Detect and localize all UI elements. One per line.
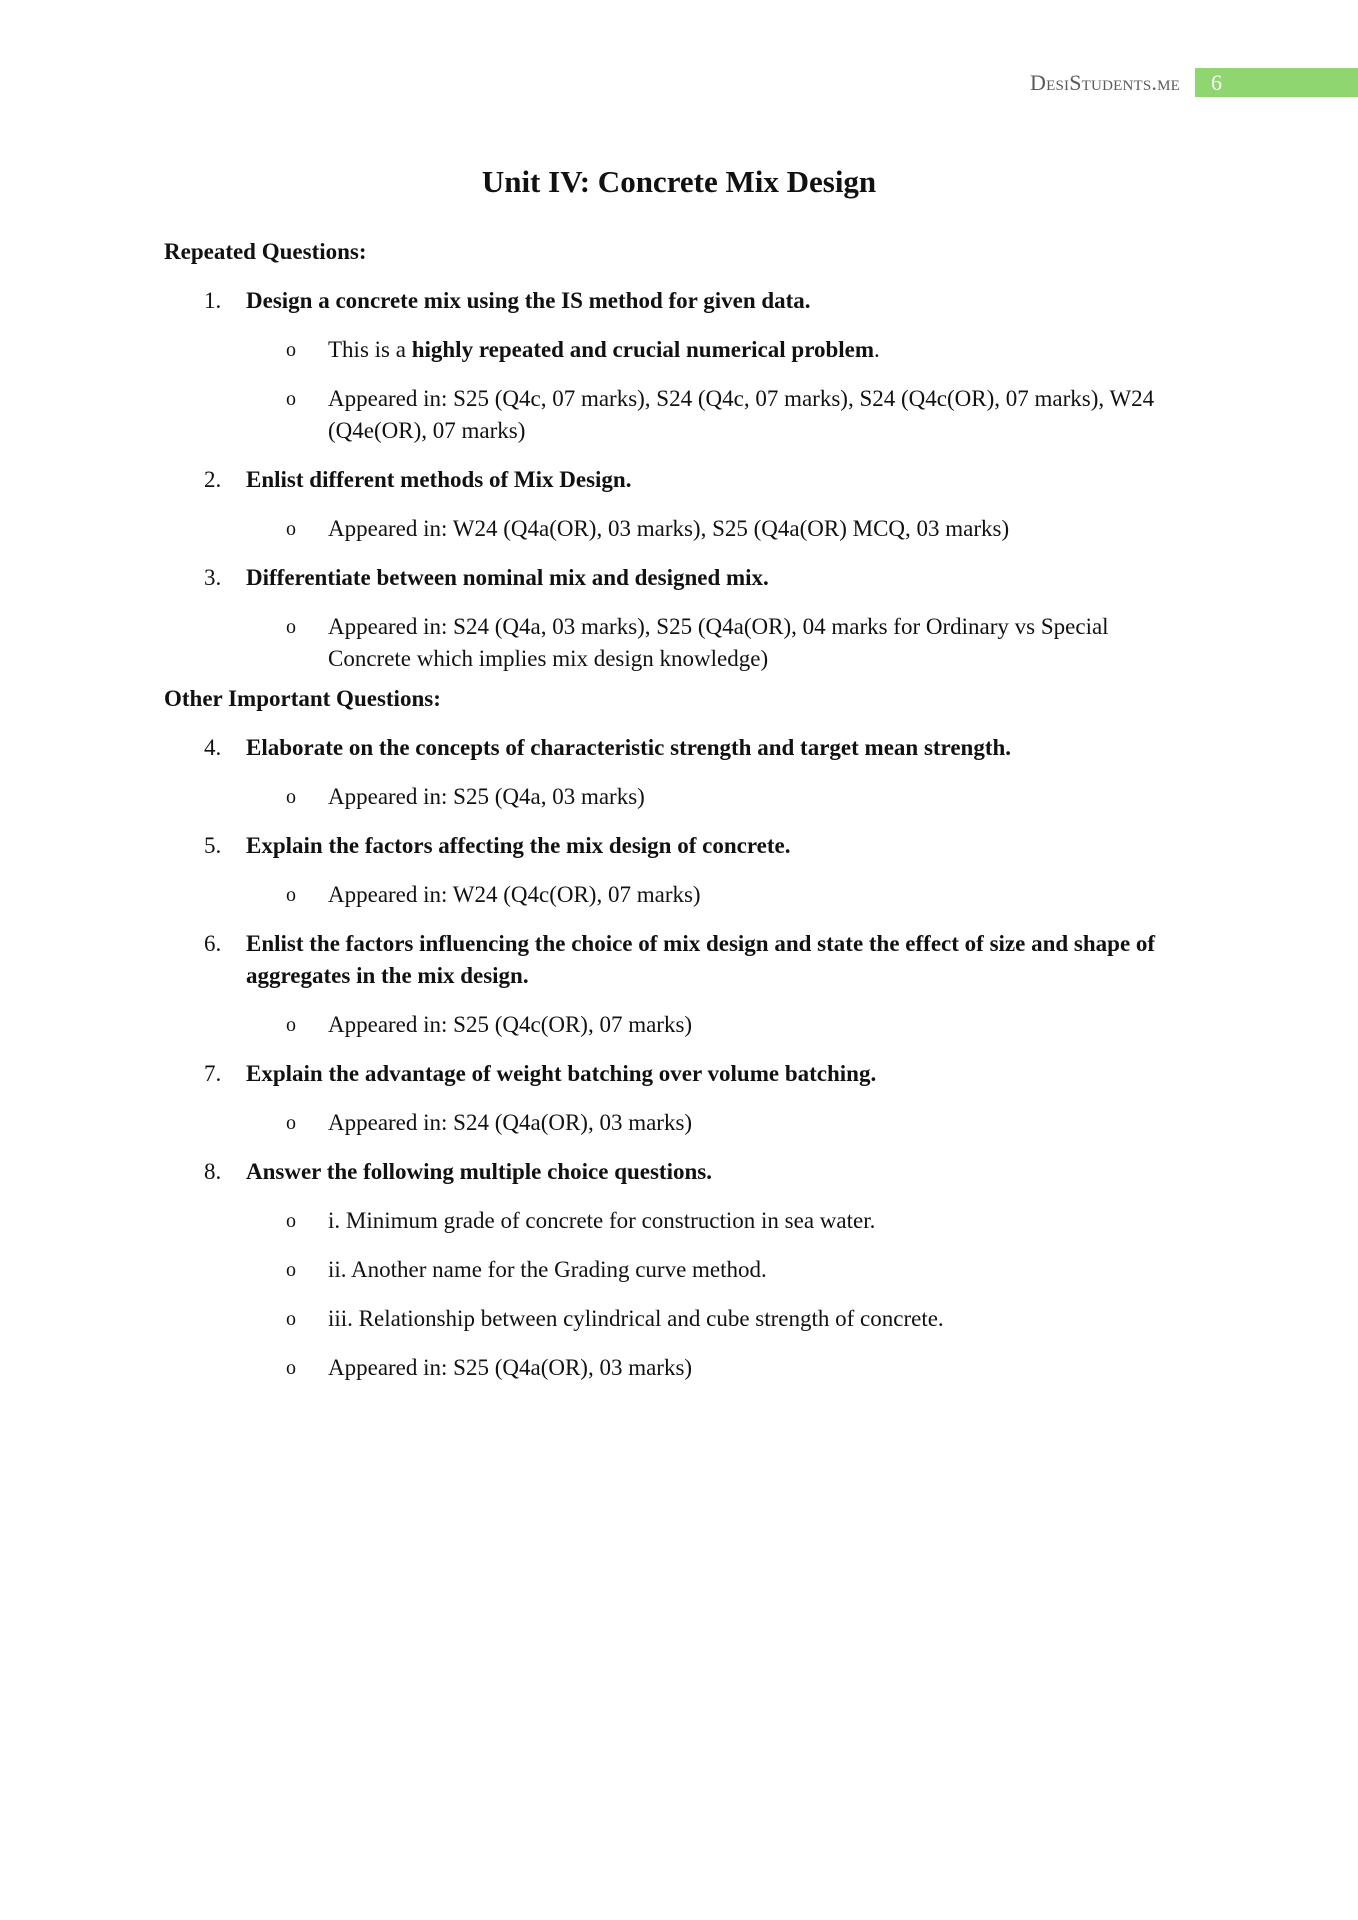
mcq-text: iii. Relationship between cylindrical and cube strength of concrete. bbox=[328, 1306, 944, 1331]
question-number: 7. bbox=[204, 1061, 222, 1086]
site-name: DesiStudents.me bbox=[1030, 70, 1180, 95]
question-number: 1. bbox=[204, 288, 222, 313]
question-number: 4. bbox=[204, 735, 222, 760]
sub-item bbox=[164, 513, 1194, 545]
question-item bbox=[164, 1156, 1194, 1188]
appearance-text: Appeared in: S25 (Q4c(OR), 07 marks) bbox=[328, 1012, 693, 1037]
question-item bbox=[164, 732, 1194, 764]
question-text: Explain the advantage of weight batching over volume batching. bbox=[246, 1061, 877, 1086]
bullet-icon: o bbox=[286, 1112, 296, 1134]
mcq-item bbox=[164, 1254, 1194, 1286]
question-item bbox=[164, 464, 1194, 496]
bullet-icon: o bbox=[286, 884, 296, 906]
question-text: Enlist different methods of Mix Design. bbox=[246, 467, 632, 492]
question-text: Answer the following multiple choice questions. bbox=[246, 1159, 712, 1184]
question-item bbox=[164, 830, 1194, 862]
question-text: Enlist the factors influencing the choice of mix design and state the effect of size and shape of aggregates in the mix design. bbox=[246, 931, 1156, 988]
appearance-text: Appeared in: S24 (Q4a(OR), 03 marks) bbox=[328, 1110, 693, 1135]
sub-item bbox=[164, 1009, 1194, 1041]
section-heading-other: Other Important Questions: bbox=[164, 686, 441, 711]
mcq-item bbox=[164, 1205, 1194, 1237]
sub-item bbox=[164, 383, 1194, 447]
page-title: Unit IV: Concrete Mix Design bbox=[481, 164, 877, 199]
bullet-icon: o bbox=[286, 1357, 296, 1379]
appearance-text: Appeared in: S25 (Q4c, 07 marks), S24 (Q4c, 07 marks), S24 (Q4c(OR), 07 marks), W24 (Q4e(OR), 07 marks) bbox=[328, 386, 1155, 443]
question-item bbox=[164, 285, 1194, 317]
sub-item bbox=[164, 1352, 1194, 1384]
mcq-item bbox=[164, 1303, 1194, 1335]
appearance-text: Appeared in: S25 (Q4a, 03 marks) bbox=[328, 784, 645, 809]
sub-item bbox=[164, 334, 1194, 366]
bullet-icon: o bbox=[286, 388, 296, 410]
section-heading-repeated: Repeated Questions: bbox=[164, 239, 367, 264]
sub-text-suffix: . bbox=[874, 337, 880, 362]
question-number: 8. bbox=[204, 1159, 222, 1184]
question-text: Differentiate between nominal mix and designed mix. bbox=[246, 565, 769, 590]
bullet-icon: o bbox=[286, 1259, 296, 1281]
question-text: Elaborate on the concepts of characteristic strength and target mean strength. bbox=[246, 735, 1012, 760]
sub-item bbox=[164, 1107, 1194, 1139]
question-number: 5. bbox=[204, 833, 222, 858]
sub-item bbox=[164, 879, 1194, 911]
appearance-text: Appeared in: S25 (Q4a(OR), 03 marks) bbox=[328, 1355, 693, 1380]
question-item bbox=[164, 928, 1194, 992]
sub-item bbox=[164, 611, 1194, 675]
bullet-icon: o bbox=[286, 1014, 296, 1036]
page-number-badge: 6 bbox=[1195, 68, 1358, 97]
question-item bbox=[164, 562, 1194, 594]
document-body bbox=[164, 236, 1194, 1401]
sub-item bbox=[164, 781, 1194, 813]
bullet-icon: o bbox=[286, 616, 296, 638]
bullet-icon: o bbox=[286, 1308, 296, 1330]
bullet-icon: o bbox=[286, 339, 296, 361]
page-header bbox=[0, 68, 1358, 98]
bullet-icon: o bbox=[286, 786, 296, 808]
appearance-text: Appeared in: W24 (Q4c(OR), 07 marks) bbox=[328, 882, 701, 907]
bullet-icon: o bbox=[286, 518, 296, 540]
question-item bbox=[164, 1058, 1194, 1090]
sub-text-prefix: This is a bbox=[328, 337, 412, 362]
bullet-icon: o bbox=[286, 1210, 296, 1232]
question-number: 3. bbox=[204, 565, 222, 590]
appearance-text: Appeared in: W24 (Q4a(OR), 03 marks), S25 (Q4a(OR) MCQ, 03 marks) bbox=[328, 516, 1010, 541]
mcq-text: i. Minimum grade of concrete for construction in sea water. bbox=[328, 1208, 876, 1233]
sub-text-emphasis: highly repeated and crucial numerical problem bbox=[411, 337, 875, 362]
appearance-text: Appeared in: S24 (Q4a, 03 marks), S25 (Q4a(OR), 04 marks for Ordinary vs Special Concrete which implies mix design knowledge) bbox=[328, 614, 1109, 671]
question-number: 6. bbox=[204, 931, 222, 956]
question-text: Explain the factors affecting the mix design of concrete. bbox=[246, 833, 791, 858]
question-text: Design a concrete mix using the IS method for given data. bbox=[246, 288, 811, 313]
mcq-text: ii. Another name for the Grading curve method. bbox=[328, 1257, 767, 1282]
question-number: 2. bbox=[204, 467, 222, 492]
